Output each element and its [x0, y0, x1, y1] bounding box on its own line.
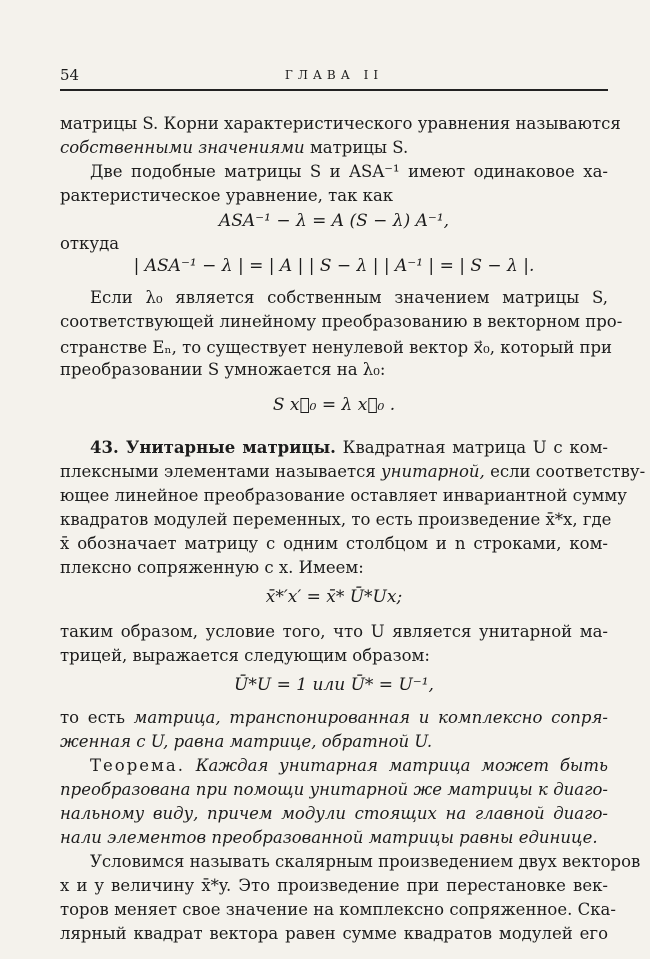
- text-fragment-italic: матрица, транспонированная и комплексно сопря-: [133, 708, 608, 727]
- running-head: ГЛАВА II: [284, 68, 384, 82]
- equation: | ASA⁻¹ − λ | = | A | | S − λ | | A⁻¹ | = | S − λ |.: [133, 256, 535, 276]
- header-rule: [60, 89, 608, 91]
- paragraph-line: Две подобные матрицы S и ASA⁻¹ имеют одинаковое ха-: [90, 162, 608, 181]
- equation: ASA⁻¹ − λ = A (S − λ) A⁻¹,: [218, 211, 450, 231]
- theorem-line: преобразована при помощи унитарной же матрицы к диаго-: [60, 780, 608, 799]
- theorem-text: Каждая унитарная матрица может быть: [195, 756, 608, 775]
- term-unitary: унитарной,: [381, 462, 485, 481]
- paragraph-line: [60, 706, 608, 730]
- section-heading: 43. Унитарные матрицы.: [90, 438, 336, 457]
- paragraph-line: [60, 460, 646, 484]
- term-eigenvalues: собственными значениями: [60, 138, 305, 157]
- equation: x̄*′x′ = x̄* Ū*Ux;: [265, 587, 403, 607]
- paragraph-line: квадратов модулей переменных, то есть произведение x̄*x, где: [60, 510, 612, 529]
- paragraph-line: таким образом, условие того, что U является унитарной ма-: [60, 622, 608, 641]
- equation: Ū*U = 1 или Ū* = U⁻¹,: [234, 675, 434, 695]
- paragraph-line: [60, 136, 608, 160]
- paragraph-line: Условимся называть скалярным произведением двух векторов: [90, 852, 641, 871]
- paragraph-line: [90, 754, 608, 778]
- paragraph-line: соответствующей линейному преобразованию в векторном про-: [60, 312, 623, 331]
- paragraph-line: Если λ₀ является собственным значением матрицы S,: [90, 288, 608, 307]
- page-header: [60, 66, 608, 88]
- paragraph-line: ющее линейное преобразование оставляет инвариантной сумму: [60, 486, 627, 505]
- paragraph-line: x и y величину x̄*y. Это произведение при перестановке век-: [60, 876, 608, 895]
- text-fragment: если соответству-: [490, 462, 646, 481]
- theorem-line: нали элементов преобразованной матрицы равны единице.: [60, 828, 598, 847]
- paragraph-line: трицей, выражается следующим образом:: [60, 646, 430, 665]
- page-number: 54: [60, 66, 80, 84]
- paragraph-line: лярный квадрат вектора равен сумме квадратов модулей его: [60, 924, 608, 943]
- paragraph-line: рактеристическое уравнение, так как: [60, 186, 394, 205]
- paragraph-line: странстве Eₙ, то существует ненулевой вектор x⃗₀, который при: [60, 338, 613, 357]
- theorem-label: Теорема.: [90, 756, 185, 775]
- text-fragment: Квадратная матрица U с ком-: [342, 438, 609, 457]
- paragraph-line: торов меняет свое значение на комплексно сопряженное. Ска-: [60, 900, 616, 919]
- text-fragment: плексными элементами называется: [60, 462, 376, 481]
- text-fragment: то есть: [60, 708, 125, 727]
- paragraph-line: преобразовании S умножается на λ₀:: [60, 360, 386, 379]
- paragraph-line: [90, 436, 608, 460]
- paragraph-line: плексно сопряженную с x. Имеем:: [60, 558, 364, 577]
- equation: S x⃗₀ = λ x⃗₀ .: [272, 395, 396, 415]
- paragraph-line: откуда: [60, 234, 120, 253]
- theorem-line: нальному виду, причем модули стоящих на главной диаго-: [60, 804, 608, 823]
- paragraph-line: женная с U, равна матрице, обратной U.: [60, 732, 433, 751]
- text-fragment: матрицы S.: [309, 138, 409, 157]
- paragraph-line: матрицы S. Корни характеристического уравнения называются: [60, 114, 621, 133]
- paragraph-line: x̄ обозначает матрицу с одним столбцом и n строками, ком-: [60, 534, 608, 553]
